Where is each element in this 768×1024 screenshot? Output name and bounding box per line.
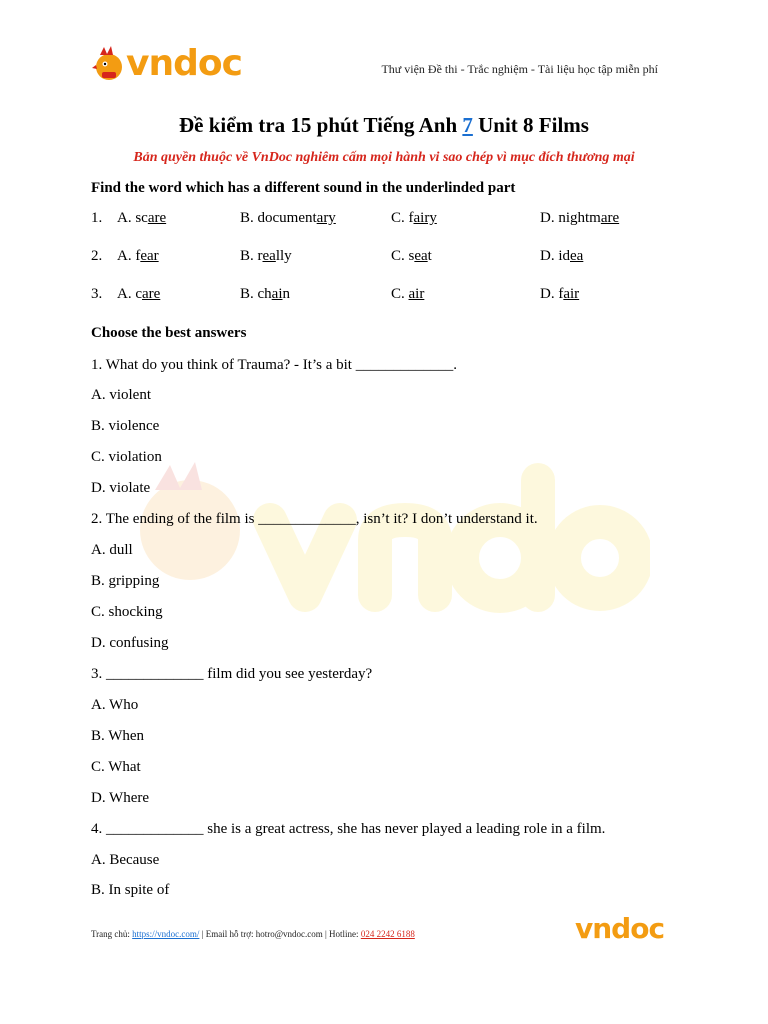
q3-option-a: A. Who xyxy=(91,697,139,713)
q3-option-d: D. Where xyxy=(91,790,150,806)
vndoc-logo[interactable] xyxy=(92,44,242,84)
page-title xyxy=(0,113,768,138)
q2-option-d: D. confusing xyxy=(91,635,169,651)
vndoc-watermark-icon xyxy=(130,460,650,620)
q4-option-b: B. In spite of xyxy=(91,882,170,898)
question-4: 4. _____________ she is a great actress, she has never played a leading role in a film. xyxy=(91,821,606,837)
question-number: 2. xyxy=(91,248,103,264)
logo-text: vndoc xyxy=(126,43,242,84)
q3-option-b: B. When xyxy=(91,728,145,744)
option-b: B. chain xyxy=(240,286,290,302)
footer-logo[interactable]: vndoc xyxy=(575,912,665,945)
option-a: A. scare xyxy=(117,210,167,226)
q2-option-c: C. shocking xyxy=(91,604,163,620)
home-label: Trang chủ: xyxy=(91,929,133,939)
q1-option-b: B. violence xyxy=(91,418,160,434)
option-d: D. idea xyxy=(540,248,584,264)
title-prefix: Đề kiểm tra 15 phút Tiếng Anh xyxy=(179,113,463,137)
q2-option-b: B. gripping xyxy=(91,573,160,589)
option-c: C. air xyxy=(391,286,425,302)
q4-option-a: A. Because xyxy=(91,852,160,868)
title-suffix: Unit 8 Films xyxy=(472,113,589,137)
copyright-notice: Bản quyền thuộc về VnDoc nghiêm cấm mọi hành vi sao chép vì mục đích thương mại xyxy=(133,150,635,165)
option-a: A. care xyxy=(117,286,161,302)
rooster-mascot-icon xyxy=(92,45,126,83)
home-link[interactable]: https://vndoc.com/ xyxy=(132,929,200,939)
question-1: 1. What do you think of Trauma? - It’s a bit _____________. xyxy=(91,357,457,373)
question-number: 1. xyxy=(91,210,103,226)
footer-contact xyxy=(91,929,415,939)
question-2: 2. The ending of the film is _____________, isn’t it? I don’t understand it. xyxy=(91,511,538,527)
question-number: 3. xyxy=(91,286,103,302)
header-tagline: Thư viện Đề thi - Trắc nghiệm - Tài liệu học tập miễn phí xyxy=(381,62,658,76)
option-b: B. documentary xyxy=(240,210,336,226)
q2-option-a: A. dull xyxy=(91,542,133,558)
q3-option-c: C. What xyxy=(91,759,141,775)
q1-option-d: D. violate xyxy=(91,480,151,496)
option-b: B. really xyxy=(240,248,292,264)
q1-option-a: A. violent xyxy=(91,387,151,403)
option-c: C. seat xyxy=(391,248,432,264)
email-text: | Email hỗ trợ: hotro@vndoc.com | Hotline: xyxy=(199,929,361,939)
option-a: A. fear xyxy=(117,248,159,264)
option-d: D. fair xyxy=(540,286,580,302)
section1-heading: Find the word which has a different sound in the underlinded part xyxy=(91,180,516,196)
section2-heading: Choose the best answers xyxy=(91,325,247,341)
grade-link[interactable]: 7 xyxy=(462,113,473,137)
hotline-link[interactable]: 024 2242 6188 xyxy=(360,929,415,939)
q1-option-c: C. violation xyxy=(91,449,162,465)
option-c: C. fairy xyxy=(391,210,437,226)
question-3: 3. _____________ film did you see yesterday? xyxy=(91,666,373,682)
option-d: D. nightmare xyxy=(540,210,620,226)
